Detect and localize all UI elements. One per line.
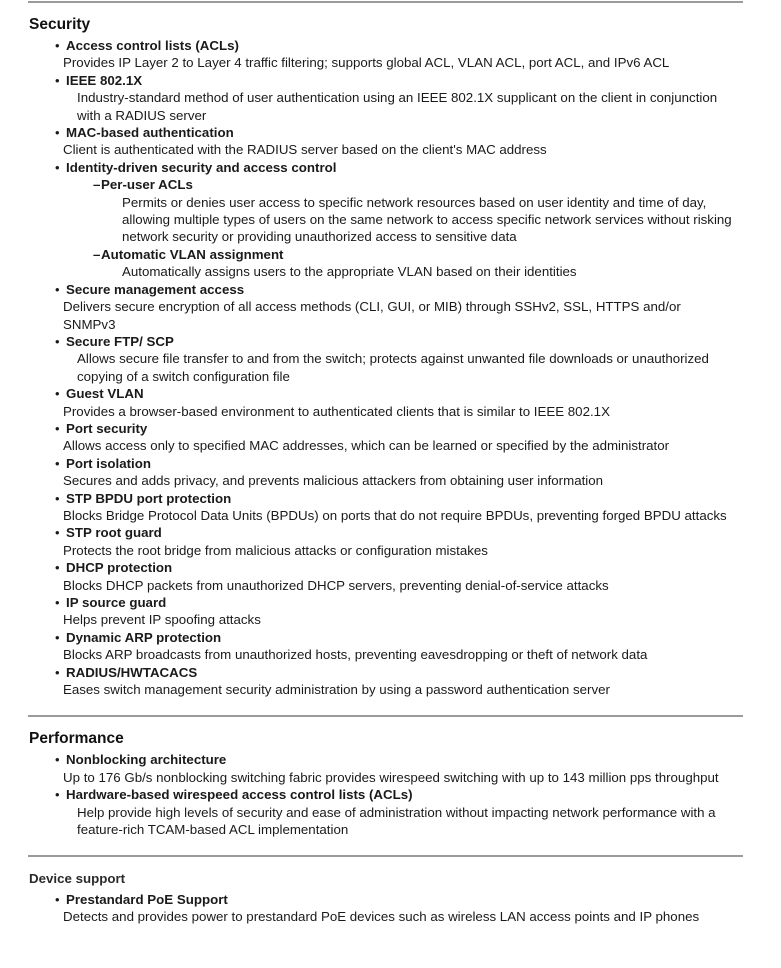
feature-title-label: Port isolation (66, 455, 151, 471)
feature-title (0, 455, 781, 472)
feature-title-label: Access control lists (ACLs) (66, 38, 239, 53)
bullet-icon: • (55, 752, 60, 768)
feature-title (0, 333, 781, 350)
feature-title-label: Guest VLAN (66, 386, 144, 402)
feature-title-label: Port security (66, 420, 148, 436)
bullet-icon: • (55, 333, 60, 349)
feature-description: Provides a browser-based environment to authenticated clients that is similar to IEEE 802.1X (63, 403, 610, 419)
feature-description: Allows access only to specified MAC addresses, which can be learned or specified by the administrator (63, 438, 670, 454)
feature-title (0, 159, 781, 176)
feature-description: Protects the root bridge from malicious attacks or configuration mistakes (63, 542, 488, 558)
feature-title-label: Secure FTP/ SCP (66, 333, 174, 349)
feature-title (0, 594, 781, 611)
feature-title-label: IEEE 802.1X (66, 72, 143, 88)
feature-title (0, 559, 781, 576)
feature-list-security (0, 37, 781, 698)
feature-title (0, 281, 781, 298)
feature-title (0, 420, 781, 437)
feature-title (0, 72, 781, 89)
bullet-icon: • (55, 787, 60, 803)
feature-title (0, 664, 781, 681)
feature-description: Help provide high levels of security and ease of administration without impacting network performance with a feature-rich TCAM-based ACL implementation (77, 804, 716, 838)
sub-feature-title (0, 246, 781, 263)
feature-title-label: IP source guard (66, 595, 167, 610)
feature-title-label: Nonblocking architecture (66, 752, 227, 768)
feature-description: Client is authenticated with the RADIUS server based on the client's MAC address (63, 142, 547, 158)
bullet-icon: • (55, 525, 60, 541)
sub-feature-description: Automatically assigns users to the appropriate VLAN based on their identities (122, 264, 577, 280)
feature-description: Delivers secure encryption of all access methods (CLI, GUI, or MIB) through SSHv2, SSL, HTTPS and/or SNMPv3 (63, 299, 681, 332)
feature-title (0, 37, 781, 54)
feature-title (0, 124, 781, 141)
sub-feature-description: Permits or denies user access to specific network resources based on user identity and time of day, allowing multiple types of users on the same network to access specific network services without risking network security or providing unauthorized access to sensitive data (122, 194, 732, 245)
feature-title-label: MAC-based authentication (66, 125, 234, 141)
bullet-icon: • (55, 38, 60, 53)
bullet-icon: • (55, 72, 60, 88)
dash-icon: – (93, 177, 101, 193)
bullet-icon: • (55, 560, 60, 576)
feature-title (0, 524, 781, 541)
bullet-icon: • (55, 455, 60, 471)
sub-feature-title-label: Per-user ACLs (101, 177, 193, 193)
bullet-icon: • (55, 159, 60, 175)
section-divider (28, 855, 743, 857)
feature-title-label: DHCP protection (66, 560, 173, 576)
bullet-icon: • (55, 891, 60, 907)
feature-description: Industry-standard method of user authentication using an IEEE 802.1X supplicant on the client in conjunction with a RADIUS server (77, 90, 718, 123)
bullet-icon: • (55, 125, 60, 141)
section-heading-device-support: Device support (29, 871, 126, 887)
feature-description: Up to 176 Gb/s nonblocking switching fabric provides wirespeed switching with up to 143 million pps throughput (63, 769, 719, 785)
feature-description: Provides IP Layer 2 to Layer 4 traffic filtering; supports global ACL, VLAN ACL, port ACL, and IPv6 ACL (63, 55, 670, 71)
section-heading-security: Security (29, 16, 91, 33)
feature-description: Allows secure file transfer to and from the switch; protects against unwanted file downloads or unauthorized copying of a switch configuration file (77, 351, 709, 384)
feature-title (0, 786, 781, 803)
feature-list-performance (0, 751, 781, 838)
section-heading-performance: Performance (29, 730, 124, 748)
dash-icon: – (93, 246, 101, 262)
bullet-icon: • (55, 595, 60, 610)
section-divider (28, 715, 743, 717)
bullet-icon: • (55, 420, 60, 436)
bullet-icon: • (55, 664, 60, 680)
feature-title-label: Hardware-based wirespeed access control lists (ACLs) (66, 787, 413, 803)
feature-description: Detects and provides power to prestandard PoE devices such as wireless LAN access points and IP phones (63, 909, 700, 925)
feature-description: Blocks ARP broadcasts from unauthorized hosts, preventing eavesdropping or theft of network data (63, 647, 648, 663)
feature-title-label: Secure management access (66, 281, 245, 297)
feature-title (0, 751, 781, 768)
section-divider (28, 1, 743, 3)
feature-title-label: RADIUS/HWTACACS (66, 664, 198, 680)
feature-title (0, 891, 781, 908)
feature-description: Blocks DHCP packets from unauthorized DHCP servers, preventing denial-of-service attacks (63, 577, 609, 593)
bullet-icon: • (55, 629, 60, 645)
feature-title (0, 385, 781, 402)
sub-feature-title-label: Automatic VLAN assignment (101, 246, 284, 262)
feature-title-label: STP BPDU port protection (66, 490, 232, 506)
sub-feature-title (0, 176, 781, 193)
feature-description: Secures and adds privacy, and prevents malicious attackers from obtaining user information (63, 473, 604, 489)
feature-list-device-support (0, 891, 781, 926)
feature-description: Eases switch management security administration by using a password authentication server (63, 682, 610, 698)
bullet-icon: • (55, 386, 60, 402)
feature-title (0, 490, 781, 507)
feature-title (0, 629, 781, 646)
feature-description: Helps prevent IP spoofing attacks (63, 612, 261, 628)
feature-title-label: STP root guard (66, 525, 162, 541)
feature-title-label: Identity-driven security and access control (66, 159, 337, 175)
bullet-icon: • (55, 281, 60, 297)
feature-title-label: Prestandard PoE Support (66, 891, 228, 907)
bullet-icon: • (55, 490, 60, 506)
feature-description: Blocks Bridge Protocol Data Units (BPDUs) on ports that do not require BPDUs, preventing forged BPDU attacks (63, 507, 727, 523)
feature-title-label: Dynamic ARP protection (66, 629, 222, 645)
